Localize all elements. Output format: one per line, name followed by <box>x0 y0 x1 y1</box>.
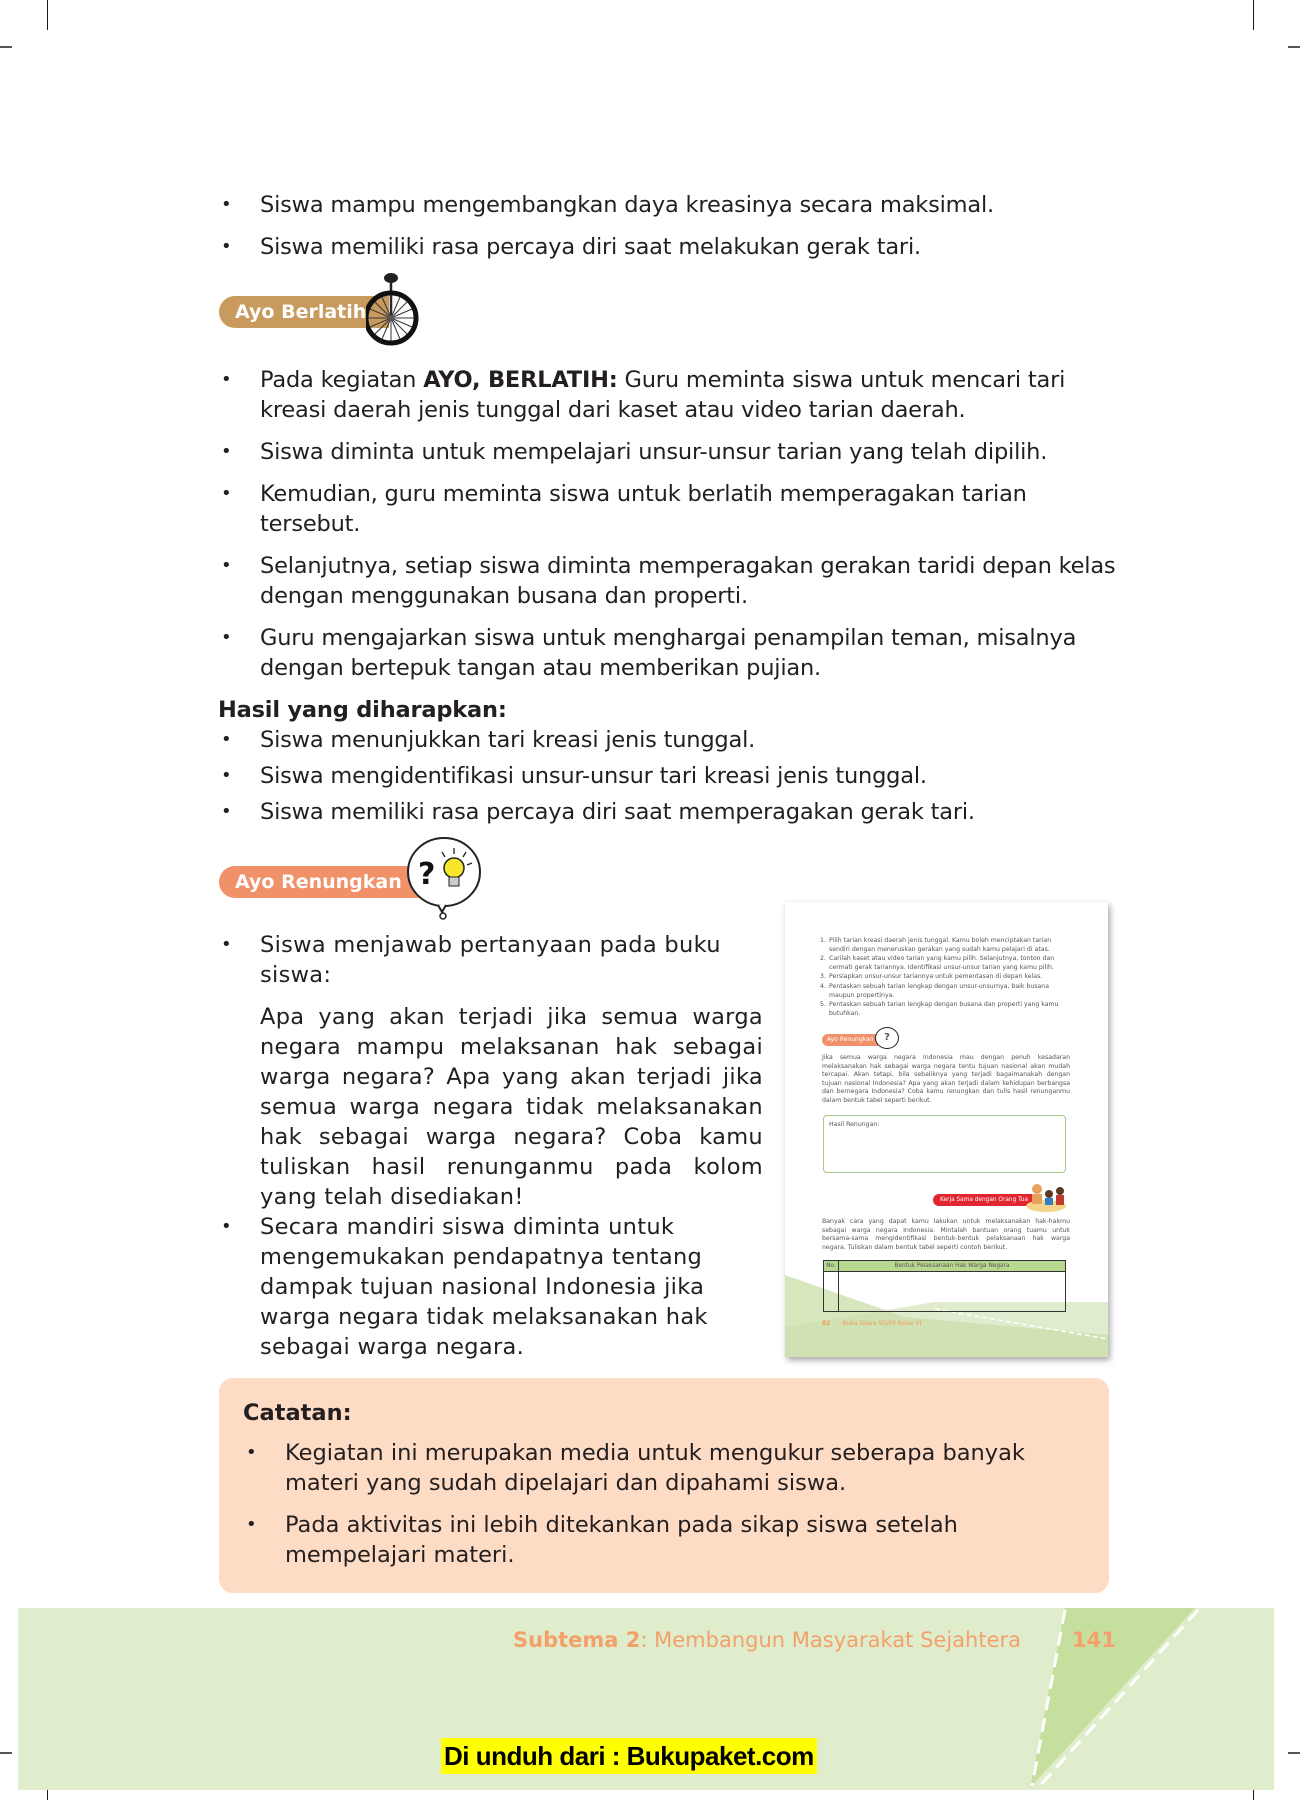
intro-section <box>218 190 1118 262</box>
list-item: 2. Carilah kaset atau video tarian yang kamu pilih. Selanjutnya, tonton dan cermati gerak tariannya. Identifikasi unsur-unsur tarian yang kamu pilih. <box>820 955 1055 971</box>
unicycle-icon <box>366 270 426 348</box>
list-item: • Kegiatan ini merupakan media untuk mengukur seberapa banyak materi yang sudah dipelajari dan dipahami siswa. <box>246 1440 1025 1496</box>
footer-subtema: Subtema 2: Membangun Masyarakat Sejahtera <box>513 1628 1021 1652</box>
ayo-renungkan-section <box>218 930 763 1362</box>
crop-mark <box>1253 0 1254 30</box>
list-item: • Pada kegiatan AYO, BERLATIH: Guru meminta siswa untuk mencari tari kreasi daerah jenis tunggal dari kaset atau video tarian daerah. <box>221 367 1066 423</box>
list-item: • Siswa mampu mengembangkan daya kreasinya secara maksimal. <box>221 192 994 218</box>
download-watermark: Di unduh dari : Bukupaket.com <box>441 1738 817 1774</box>
crop-mark <box>1288 46 1300 48</box>
student-book-thumbnail <box>785 902 1108 1357</box>
list-item: • Kemudian, guru meminta siswa untuk berlatih memperagakan tarian tersebut. <box>221 481 1027 537</box>
catatan-box <box>219 1378 1109 1593</box>
thumbnail-steps <box>820 937 1070 1019</box>
crop-mark <box>47 0 48 30</box>
list-item: • Pada aktivitas ini lebih ditekankan pada sikap siswa setelah mempelajari materi. <box>246 1512 958 1568</box>
ayo-berlatih-label: Ayo Berlatih <box>219 296 389 328</box>
footer-triangle-decoration <box>1020 1608 1274 1798</box>
crop-mark <box>0 1752 12 1754</box>
crop-mark <box>0 46 12 48</box>
list-item: • Siswa memiliki rasa percaya diri saat melakukan gerak tari. <box>221 234 921 260</box>
list-item: • Siswa mengidentifikasi unsur-unsur tari kreasi jenis tunggal. <box>221 763 927 789</box>
list-item: • Secara mandiri siswa diminta untuk mengemukakan pendapatnya tentang dampak tujuan nasional Indonesia jika warga negara tidak melaksanakan hak sebagai warga negara. <box>221 1214 708 1360</box>
thumbnail-renungkan-text: Jika semua warga negara Indonesia mau dengan penuh kesadaran melaksanakan hak sebagai warga negara tentu tujuan nasional akan mudah tercapai. Akan tetapi, bila sebaliknya yang terjadi bagaimanakah dengan tujuan nasional Indonesia? Apa yang akan terjadi dalam kehidupan berbangsa dan bernegara Indonesia? Coba kamu renungkan dan tulis hasil renunganmu dalam bentuk tabel seperti berikut. <box>822 1054 1070 1104</box>
thumbnail-footer: 82 Buku Siswa SD/MI Kelas VI <box>822 1320 922 1327</box>
list-item: • Selanjutnya, setiap siswa diminta memperagakan gerakan taridi depan kelas dengan menggunakan busana dan properti. <box>221 553 1116 609</box>
list-item: • Siswa memiliki rasa percaya diri saat memperagakan gerak tari. <box>221 799 975 825</box>
hasil-heading: Hasil yang diharapkan: <box>218 697 507 723</box>
svg-text:?: ? <box>418 857 436 892</box>
list-item: 3. Persiapkan unsur-unsur tariannya untuk pementasan di depan kelas. <box>820 973 1043 981</box>
kerja-sama-text: Banyak cara yang dapat kamu lakukan untuk melaksanakan hak-hakmu sebagai warga negara Indonesia. Mintalah bantuan orang tuamu untuk bersama-sama mengidentifikasi bentuk-bentuk pelaksanaan hak warga negara. Tuliskan dalam bentuk tabel seperti contoh berikut. <box>822 1218 1070 1251</box>
hasil-renungan-box: Hasil Renungan: <box>823 1115 1066 1173</box>
catatan-heading: Catatan: <box>243 1400 352 1426</box>
thumbnail-table: No. Bentuk Pelaksanaan Hak Warga Negara <box>823 1260 1066 1312</box>
question-lightbulb-icon <box>404 836 484 920</box>
list-item: • Guru mengajarkan siswa untuk menghargai penampilan teman, misalnya dengan bertepuk tangan atau memberikan pujian. <box>221 625 1077 681</box>
family-illustration-icon <box>1025 1182 1067 1212</box>
question-lightbulb-icon: ? <box>875 1027 899 1049</box>
ayo-berlatih-section <box>218 365 1118 683</box>
list-item: • Siswa diminta untuk mempelajari unsur-unsur tarian yang telah dipilih. <box>221 439 1048 465</box>
page-number: 141 <box>1072 1628 1116 1652</box>
crop-mark <box>1288 1752 1300 1754</box>
list-item: 4. Pentaskan sebuah tarian lengkap dengan unsur-unsurnya, baik busana maupun propertinya. <box>820 982 1050 999</box>
thumbnail-renungkan-label: Ayo Renungkan <box>822 1034 878 1046</box>
list-item: • Siswa menunjukkan tari kreasi jenis tunggal. <box>221 727 756 753</box>
list-item: 5. Pentaskan sebuah tarian lengkap dengan busana dan properti yang kamu butuhkan. <box>820 1001 1059 1017</box>
renungkan-quote: Apa yang akan terjadi jika semua warga negara mampu melaksanan hak sebagai warga negara? Apa yang akan terjadi jika semua warga negara tidak melaksanakan hak sebagai warga negara? Coba kamu tuliskan hasil renunganmu pada kolom yang telah disediakan! <box>260 1004 763 1210</box>
hasil-section <box>218 695 1118 827</box>
kerja-sama-label: Kerja Sama dengan Orang Tua <box>933 1194 1033 1206</box>
ayo-renungkan-label: Ayo Renungkan <box>219 866 419 898</box>
list-item: • Siswa menjawab pertanyaan pada buku siswa: <box>221 932 721 988</box>
list-item: 1. Pilih tarian kreasi daerah jenis tunggal. Kamu boleh menciptakan tarian sendiri dengan meneruskan gerakan yang sudah kamu pelajari di atas. <box>820 937 1052 953</box>
